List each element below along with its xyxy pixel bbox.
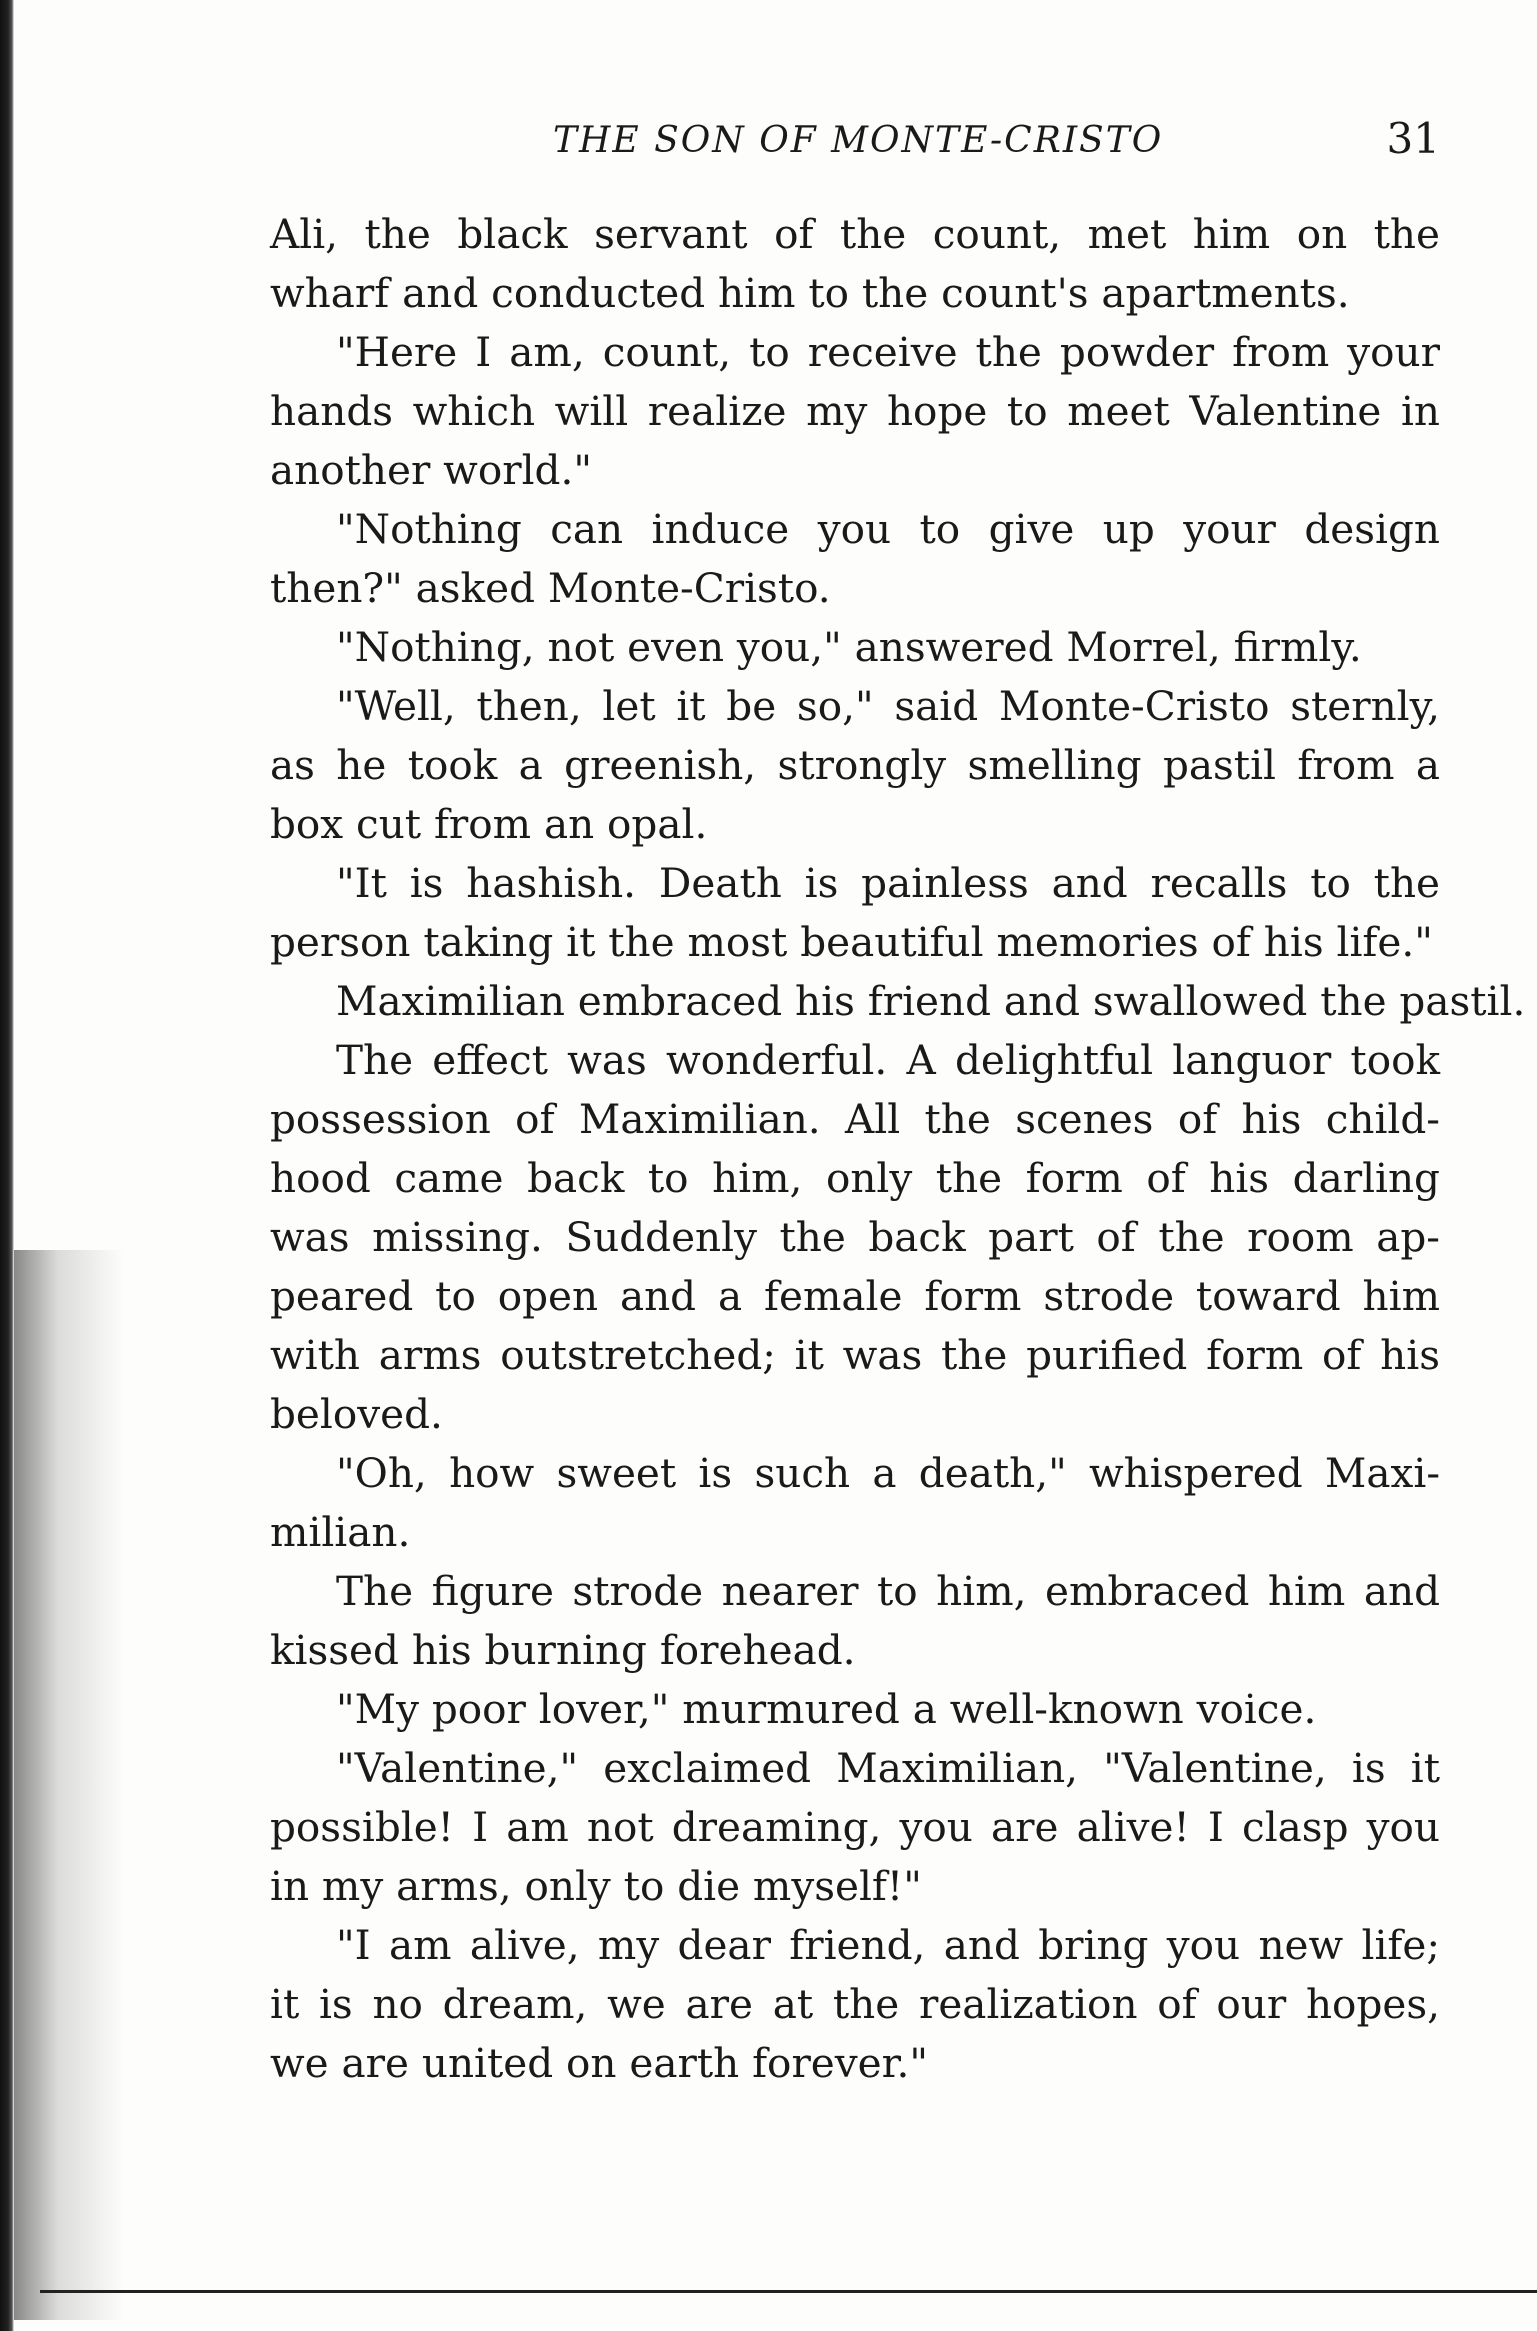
body-text — [270, 205, 1526, 2093]
running-title: THE SON OF MONTE-CRISTO — [553, 120, 1164, 161]
text-line: "My poor lover," murmured a well-known voice. — [336, 1685, 1317, 1733]
text-line: was missing. Suddenly the back part of the room ap- — [270, 1213, 1440, 1261]
text-line: as he took a greenish, strongly smelling pastil from a — [270, 741, 1440, 789]
text-line: box cut from an opal. — [270, 800, 708, 848]
text-line: peared to open and a female form strode toward him — [270, 1272, 1440, 1320]
text-line: another world." — [270, 446, 592, 494]
text-line: "Well, then, let it be so," said Monte-Cristo sternly, — [336, 682, 1440, 730]
text-line: it is no dream, we are at the realization of our hopes, — [270, 1980, 1440, 2028]
binding-shadow — [14, 1250, 124, 2320]
text-line: in my arms, only to die myself!" — [270, 1862, 922, 1910]
text-line: kissed his burning forehead. — [270, 1626, 856, 1674]
text-line: "Oh, how sweet is such a death," whispered Maxi- — [336, 1449, 1440, 1497]
text-line: beloved. — [270, 1390, 443, 1438]
text-line: "I am alive, my dear friend, and bring you new life; — [336, 1921, 1440, 1969]
text-line: Ali, the black servant of the count, met him on the — [270, 210, 1440, 258]
text-line: The figure strode nearer to him, embraced him and — [336, 1567, 1440, 1615]
text-line: person taking it the most beautiful memories of his life." — [270, 918, 1433, 966]
running-head — [270, 114, 1440, 180]
text-line: milian. — [270, 1508, 411, 1556]
text-line: possession of Maximilian. All the scenes of his child- — [270, 1095, 1440, 1143]
text-line: hands which will realize my hope to meet Valentine in — [270, 387, 1440, 435]
text-line: hood came back to him, only the form of his darling — [270, 1154, 1440, 1202]
page-number: 31 — [1386, 114, 1440, 163]
text-line: "Nothing, not even you," answered Morrel, firmly. — [336, 623, 1362, 671]
text-line: "Valentine," exclaimed Maximilian, "Valentine, is it — [336, 1744, 1440, 1792]
bottom-rule — [40, 2290, 1537, 2293]
text-line: then?" asked Monte-Cristo. — [270, 564, 831, 612]
text-line: The effect was wonderful. A delightful languor took — [336, 1036, 1440, 1084]
text-line: "Nothing can induce you to give up your design — [336, 505, 1440, 553]
binding-edge — [0, 0, 14, 2331]
text-line: possible! I am not dreaming, you are alive! I clasp you — [270, 1803, 1440, 1851]
text-line: "It is hashish. Death is painless and recalls to the — [336, 859, 1440, 907]
text-line: with arms outstretched; it was the purified form of his — [270, 1331, 1440, 1379]
text-line: we are united on earth forever." — [270, 2039, 929, 2087]
text-line: wharf and conducted him to the count's apartments. — [270, 269, 1350, 317]
text-line: "Here I am, count, to receive the powder from your — [336, 328, 1440, 376]
text-line: Maximilian embraced his friend and swallowed the pastil. — [336, 977, 1526, 1025]
